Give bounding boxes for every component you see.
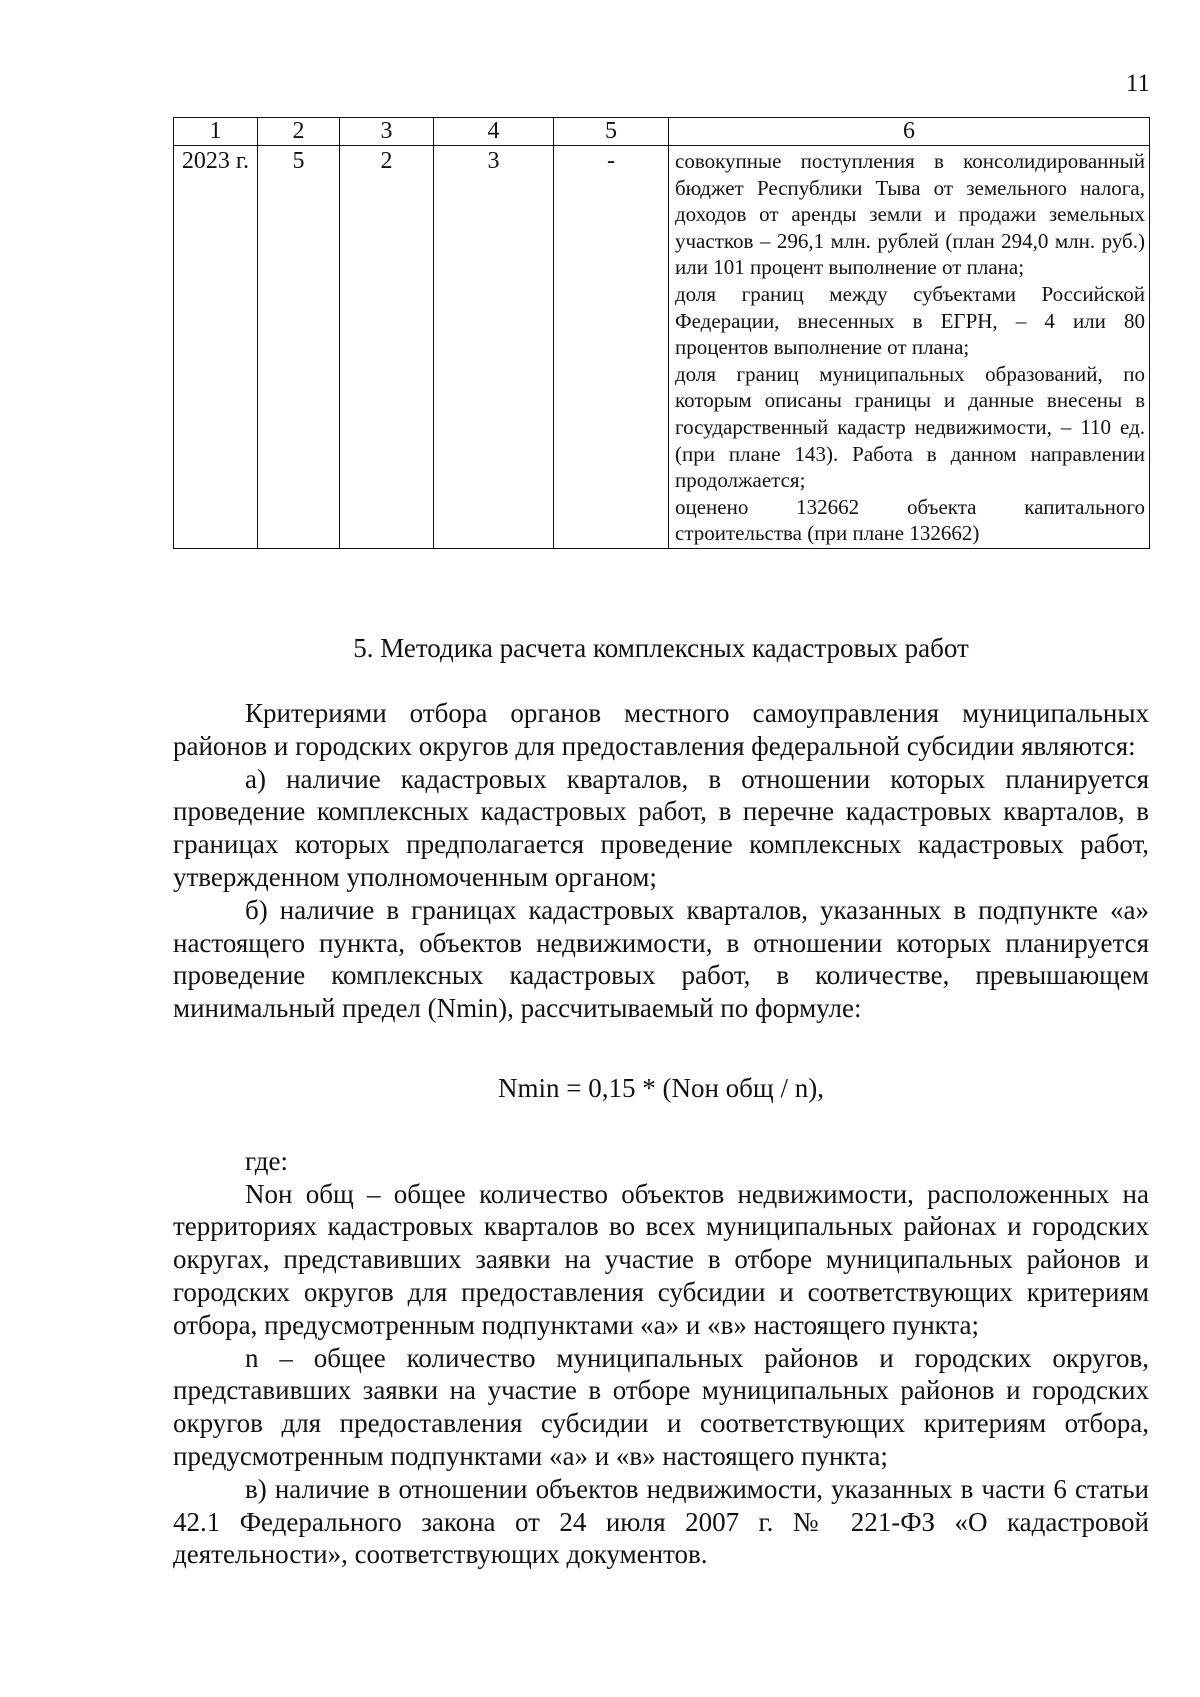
description-item: совокупные поступления в консолидированный бюджет Республики Тыва от земельного налога, доходов от аренды земли и продажи земельных участков – 296,1 млн. рублей (план 294,0 млн. руб.) или 101 процент выполнение от плана; xyxy=(675,149,1145,280)
paragraph: в) наличие в отношении объектов недвижимости, указанных в части 6 статьи 42.1 Федерального закона от 24 июля 2007 г. № 221-ФЗ «О кадастровой деятельности», соответствующих документов. xyxy=(173,1473,1149,1570)
table-cell: - xyxy=(554,146,669,549)
table-cell-description xyxy=(669,146,1150,549)
paragraph: Nон общ – общее количество объектов недвижимости, расположенных на территориях кадастровых кварталов во всех муниципальных районах и городских округах, представивших заявки на участие в отборе муниципальных районов и городских округов для предоставления субсидии и соответствующих критериям отбора, предусмотренным подпунктами «а» и «в» настоящего пункта; xyxy=(173,1178,1149,1340)
table-header-cell: 5 xyxy=(554,118,669,146)
paragraph: б) наличие в границах кадастровых кварталов, указанных в подпункте «а» настоящего пункта, объектов недвижимости, в отношении которых планируется проведение комплексных кадастровых работ, в количестве, превышающем минимальный предел (Nmin), рассчитываемый по формуле: xyxy=(173,894,1149,1024)
body-text xyxy=(173,697,1149,1571)
paragraph: а) наличие кадастровых кварталов, в отношении которых планируется проведение комплексных кадастровых работ, в перечне кадастровых кварталов, в границах которых предполагается проведение комплексных кадастровых работ, утвержденном уполномоченным органом; xyxy=(173,763,1149,892)
formula: Nmin = 0,15 * (Nон общ / n), xyxy=(498,1072,824,1103)
table-cell-year: 2023 г. xyxy=(174,146,258,549)
page-number: 11 xyxy=(1125,70,1150,97)
description-item: оценено 132662 объекта капитального строительства (при плане 132662) xyxy=(675,494,1145,546)
table-cell: 2 xyxy=(340,146,434,549)
table-header-row xyxy=(174,118,1150,146)
report-table xyxy=(173,117,1150,549)
description-item: доля границ муниципальных образований, по которым описаны границы и данные внесены в государственный кадастр недвижимости, – 110 ед. (при плане 143). Работа в данном направлении продолжается; xyxy=(675,361,1145,493)
section-title: 5. Методика расчета комплексных кадастровых работ xyxy=(353,633,969,663)
table-header-cell: 4 xyxy=(434,118,554,146)
table-cell: 3 xyxy=(434,146,554,549)
table-header-cell: 3 xyxy=(340,118,434,146)
description-item: доля границ между субъектами Российской Федерации, внесенных в ЕГРН, – 4 или 80 процентов выполнение от плана; xyxy=(675,281,1145,360)
paragraph: n – общее количество муниципальных районов и городских округов, представивших заявки на участие в отборе муниципальных районов и городских округов для предоставления субсидии и соответствующих критериям отбора, предусмотренным подпунктами «а» и «в» настоящего пункта; xyxy=(173,1342,1149,1471)
table-header-cell: 1 xyxy=(174,118,258,146)
table-header-cell: 6 xyxy=(669,118,1150,146)
table-header-cell: 2 xyxy=(258,118,340,146)
paragraph: где: xyxy=(245,1145,288,1176)
paragraph: Критериями отбора органов местного самоуправления муниципальных районов и городских округов для предоставления федеральной субсидии являются: xyxy=(173,698,1149,761)
table-row xyxy=(174,146,1150,549)
table-cell: 5 xyxy=(258,146,340,549)
